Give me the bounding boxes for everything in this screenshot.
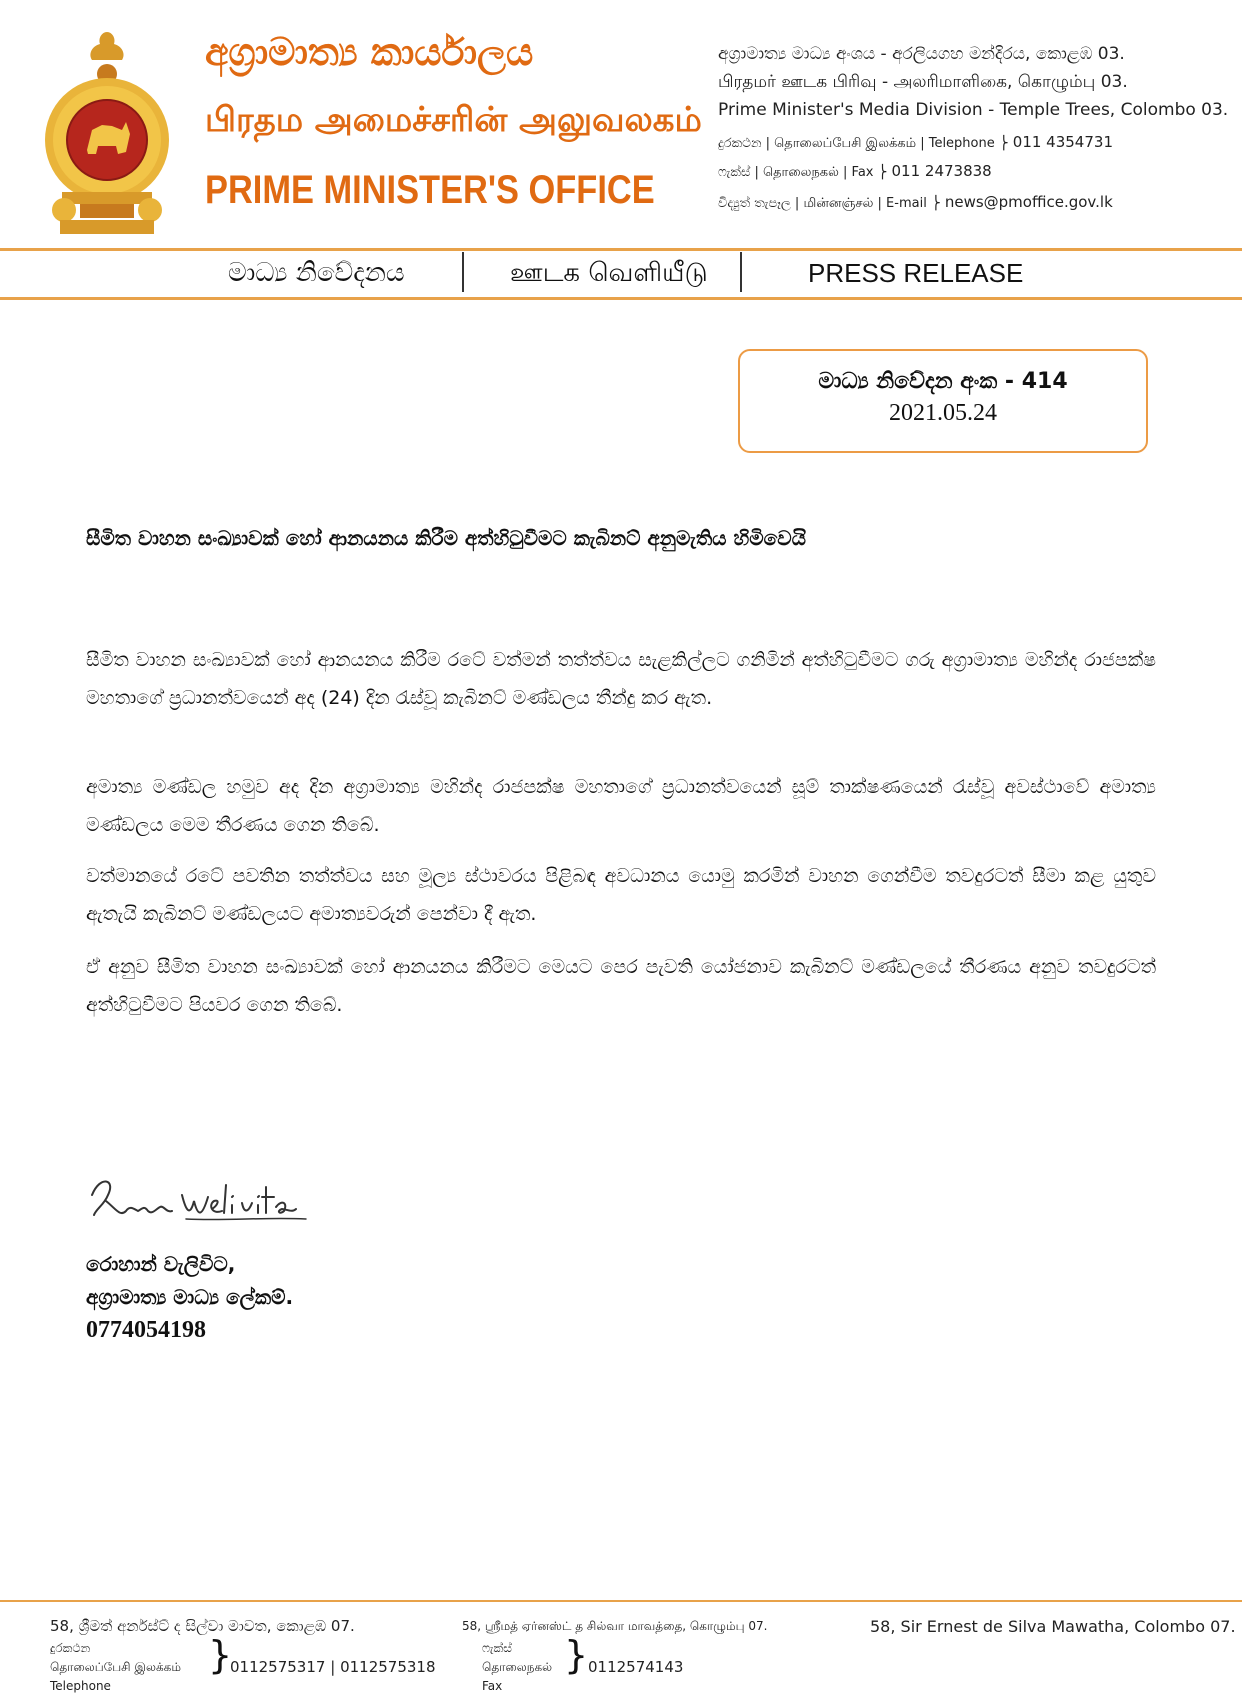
- footer-address-sinhala: 58, ශ්‍රීමත් අර්නස්ට් ද සිල්වා මාවත, කොළඹ 07.: [50, 1617, 355, 1635]
- footer-rule: [0, 1600, 1242, 1602]
- footer-address-tamil: 58, ஸ்ரீமத் ஏர்னஸ்ட் த சில்வா மாவத்தை, கொழும்பு 07.: [462, 1619, 768, 1633]
- email-label: විද්‍යුත් තැපෑල | மின்னஞ்சல் | E-mail: [718, 196, 927, 211]
- email-row: විද්‍යුත් තැපෑල | மின்னஞ்சல் | E-mail ⎬ news@pmoffice.gov.lk: [718, 193, 1113, 211]
- release-date: 2021.05.24: [889, 400, 997, 426]
- band-label-tamil: ஊடக வெளியீடு: [510, 258, 708, 288]
- fax-row: ෆැක්ස් | தொலைநகல் | Fax ⎬ 011 2473838: [718, 162, 992, 180]
- footer-fax-label-sinhala: ෆැක්ස්: [482, 1641, 512, 1655]
- footer-address-english: 58, Sir Ernest de Silva Mawatha, Colombo 07.: [870, 1617, 1236, 1636]
- band-label-english: PRESS RELEASE: [808, 258, 1024, 288]
- header-rule-top: [0, 248, 1242, 251]
- footer-tel-label-sinhala: දුරකථන: [50, 1641, 91, 1655]
- paragraph-1: සීමිත වාහන සංඛ්‍යාවක් හෝ ආනයනය කිරීම රටේ වත්මන් තත්ත්වය සැළකිල්ලට ගනිමින් අත්හිටුවීමට ගරු අග්‍රාමාත්‍ය මහින්ද රාජපක්ෂ මහතාගේ ප්‍රධානත්වයෙන් අද (24) දින රැස්වූ කැබිනට් මණ්ඩලය තීන්දු කර ඇත.: [86, 649, 1156, 709]
- handwritten-signature: [86, 1165, 356, 1245]
- release-number-box: [738, 349, 1148, 453]
- telephone-label: දුරකථන | தொலைப்பேசி இலக்கம் | Telephone: [718, 136, 995, 151]
- release-number: මාධ්‍ය නිවේදන අංක - 414: [818, 369, 1068, 394]
- band-label-sinhala: මාධ්‍ය නිවේදනය: [228, 258, 405, 288]
- footer-fax-value: 0112574143: [588, 1658, 684, 1676]
- paragraph-2: අමාත්‍ය මණ්ඩල හමුව අද දින අග්‍රාමාත්‍ය මහින්ද රාජපක්ෂ මහතාගේ ප්‍රධානත්වයෙන් සූම් තාක්ෂණයෙන් රැස්වූ අවස්ථාවේ අමාත්‍ය මණ්ඩලය මෙම තීරණය ගෙන තිබේ.: [86, 776, 1156, 836]
- telephone-row: දුරකථන | தொலைப்பேசி இலக்கம் | Telephone ⎬ 011 4354731: [718, 133, 1113, 151]
- header-rule-bottom: [0, 297, 1242, 300]
- footer-fax-label-tamil: தொலைநகல்: [482, 1660, 553, 1674]
- footer-telephone-1: 0112575317: [230, 1658, 326, 1676]
- band-divider: [462, 252, 464, 292]
- signatory-phone: 0774054198: [86, 1317, 206, 1343]
- paragraph-4: ඒ අනුව සීමිත වාහන සංඛ්‍යාවක් හෝ ආනයනය කිරීමට මෙයට පෙර පැවති යෝජනාව කැබිනට් මණ්ඩලයේ තීරණය අනුව තවදුරටත් අත්හිටුවීමට පියවර ගෙන තිබේ.: [86, 956, 1156, 1016]
- footer-brace-icon: }: [564, 1633, 589, 1677]
- footer-brace-icon: }: [208, 1633, 233, 1677]
- footer-tel-label-english: Telephone: [50, 1679, 111, 1693]
- office-name-tamil: பிரதம அமைச்சரின் அலுவலகம்: [205, 100, 702, 140]
- office-name-sinhala: අග්‍රාමාත්‍ය කාර්යාලය: [205, 30, 534, 74]
- telephone-value: 011 4354731: [1012, 133, 1113, 151]
- fax-value: 011 2473838: [891, 162, 992, 180]
- signatory-title: අග්‍රාමාත්‍ය මාධ්‍ය ලේකම්.: [86, 1285, 294, 1309]
- headline: සීමිත වාහන සංඛ්‍යාවක් හෝ ආනයනය කිරීම අත්හිටුවීමට කැබිනට් අනුමැතිය හිමිවෙයි: [86, 526, 807, 550]
- office-name-english: PRIME MINISTER'S OFFICE: [205, 168, 655, 212]
- signatory-name: රොහාන් වැලිවිට,: [86, 1252, 236, 1276]
- paragraph-3: වත්මානයේ රටේ පවතින තත්ත්වය සහ මූල්‍ය ස්ථාවරය පිළිබඳ අවධානය යොමු කරමින් වාහන ගෙන්වීම තවදුරටත් සීමා කළ යුතුව ඇතැයි කැබිනට් මණ්ඩලයට අමාත්‍යවරුන් පෙන්වා දී ඇත.: [86, 865, 1156, 925]
- email-link[interactable]: news@pmoffice.gov.lk: [944, 193, 1113, 211]
- footer-tel-label-tamil: தொலைப்பேசி இலக்கம்: [50, 1660, 181, 1674]
- fax-label: ෆැක්ස් | தொலைநகல் | Fax: [718, 165, 874, 180]
- contact-address-sinhala: අග්‍රාමාත්‍ය මාධ්‍ය අංශය - අරලියගහ මන්දිරය, කොළඹ 03.: [718, 44, 1125, 64]
- contact-address-tamil: பிரதமர் ஊடக பிரிவு - அலரிமாளிகை, கொழும்பு 03.: [718, 72, 1128, 92]
- footer-telephone-2: 0112575318: [340, 1658, 436, 1676]
- footer-telephone-row: 0112575317 | 0112575318: [230, 1658, 436, 1676]
- contact-address-english: Prime Minister's Media Division - Temple Trees, Colombo 03.: [718, 100, 1229, 120]
- national-emblem-icon: [42, 30, 172, 238]
- footer-fax-label-english: Fax: [482, 1679, 503, 1693]
- band-divider: [740, 252, 742, 292]
